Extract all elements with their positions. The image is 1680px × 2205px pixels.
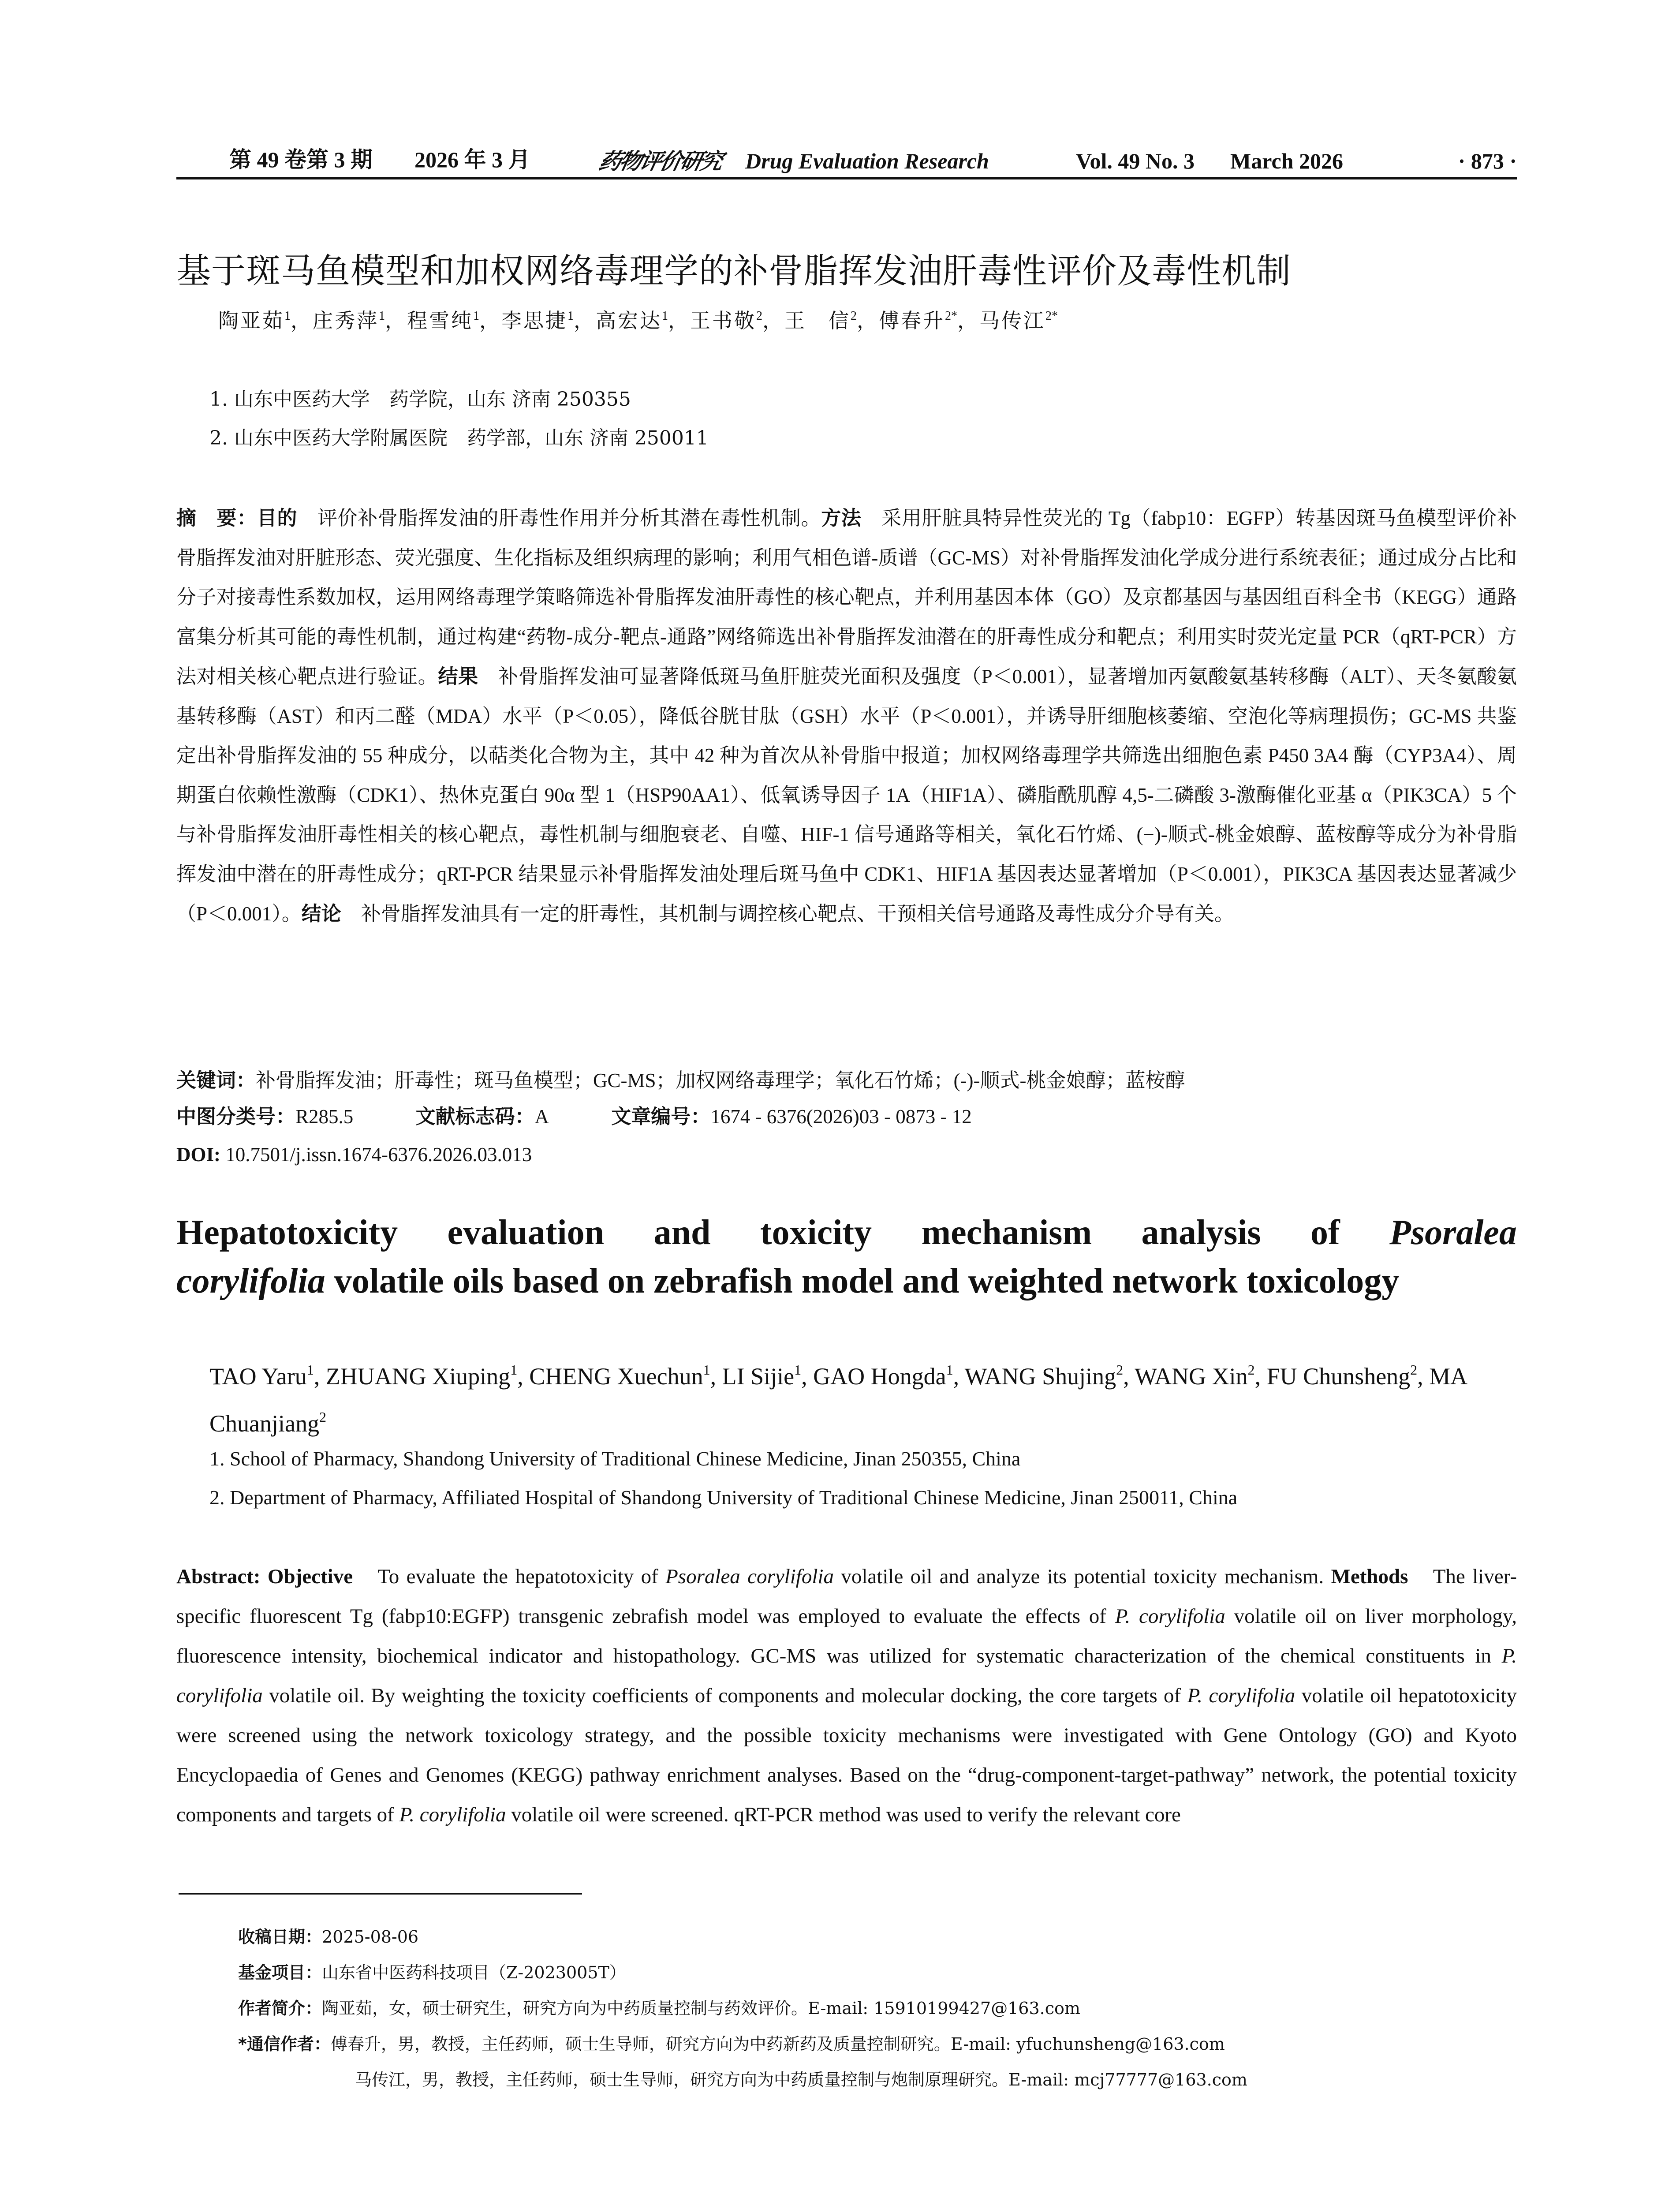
title-en-word: mechanism	[921, 1213, 1092, 1252]
affiliation-cn-1: 1. 山东中医药大学 药学院，山东 济南 250355	[209, 388, 631, 411]
affiliation-marker: 1	[284, 309, 291, 323]
title-en-rest: volatile oils based on zebrafish model and weighted network toxicology	[325, 1262, 1400, 1301]
affiliation-marker: 2	[851, 309, 857, 323]
author-name: FU Chunsheng	[1266, 1363, 1411, 1390]
journal-logo-calligraphy: 药物评价研究	[596, 148, 724, 174]
methods-text-en-cont: volatile oil were screened. qRT-PCR method was used to verify the relevant core	[506, 1803, 1181, 1826]
doi-label: DOI:	[176, 1144, 220, 1166]
author-name: 高宏达	[596, 310, 662, 332]
corresponding-label: *通信作者：	[238, 2034, 331, 2054]
author-name: ZHUANG Xiuping	[325, 1363, 511, 1390]
affiliation-marker: 1	[946, 1362, 953, 1378]
methods-text-cn: 采用肝脏具特异性荧光的 Tg（fabp10：EGFP）转基因斑马鱼模型评价补骨脂挥发油对肝脏形态、荧光强度、生化指标及组织病理的影响；利用气相色谱-质谱（GC-MS）对补骨脂挥发油化学成分进行系统表征；通过成分占比和分子对接毒性系数加权，运用网络毒理学策略筛选补骨脂挥发油肝毒性的核心靶点，并利用基因本体（GO）及京都基因与基因组百科全书（KEGG）通路富集分析其可能的毒性机制，通过构建“药物-成分-靶点-通路”网络筛选出补骨脂挥发油潜在的肝毒性成分和靶点；利用实时荧光定量 PCR（qRT-PCR）方法对相关核心靶点进行验证。	[176, 507, 1517, 688]
title-en-line-1	[176, 1208, 1517, 1257]
doi-line	[176, 1137, 1517, 1172]
title-cn: 基于斑马鱼模型和加权网络毒理学的补骨脂挥发油肝毒性评价及毒性机制	[176, 251, 1292, 291]
species-name: P. corylifolia	[176, 1644, 1517, 1707]
title-en-word: toxicity	[760, 1213, 872, 1252]
volume-issue-cn: 第 49 卷第 3 期	[229, 147, 373, 172]
footnotes	[238, 1919, 1247, 2098]
affiliation-marker: 1	[306, 1362, 314, 1378]
author-name: GAO Hongda	[813, 1363, 946, 1390]
author-name: CHENG Xuechun	[529, 1363, 703, 1390]
author-separator: ,	[710, 1363, 722, 1390]
classification-line	[176, 1099, 1517, 1134]
corresponding-author-1	[238, 2026, 1247, 2062]
title-en-word: of	[1310, 1213, 1340, 1252]
affiliation-marker: 1	[510, 1362, 518, 1378]
affiliation-marker: 2	[319, 1409, 326, 1425]
article-no-label: 文章编号：	[611, 1105, 711, 1128]
authors-en	[209, 1349, 1517, 1444]
title-en-word: and	[653, 1213, 711, 1252]
affiliation-marker: 2*	[1045, 309, 1058, 323]
author-separator: ，	[957, 310, 979, 332]
species-name: Psoralea corylifolia	[665, 1565, 834, 1588]
header-rule	[176, 177, 1517, 179]
objective-text-cn: 评价补骨脂挥发油的肝毒性作用并分析其潜在毒性机制。	[297, 507, 821, 529]
clc-label: 中图分类号：	[176, 1105, 296, 1128]
doc-code-value: A	[534, 1106, 549, 1128]
author-separator: ,	[517, 1363, 530, 1390]
author-name: 马传江	[979, 310, 1045, 332]
objective-label-cn: 目的	[257, 506, 298, 530]
title-en-species-1: Psoralea	[1389, 1213, 1517, 1252]
date-en: March 2026	[1230, 149, 1343, 173]
abstract-en	[176, 1557, 1517, 1835]
methods-text-en-cont: volatile oil on liver morphology, fluorescence intensity, biochemical indicator and histopathology. GC-MS was utilized for systematic characterization of the chemical constituents in	[176, 1605, 1517, 1667]
volume-issue-en: Vol. 49 No. 3	[1076, 149, 1195, 173]
author-name: 傅春升	[879, 310, 945, 332]
fund-value: 山东省中医药科技项目（Z-2023005T）	[322, 1963, 626, 1982]
conclusion-label-cn: 结论	[301, 902, 341, 925]
affiliation-marker: 2	[1410, 1362, 1418, 1378]
author-separator: ，	[762, 310, 784, 332]
title-en-word: evaluation	[447, 1213, 605, 1252]
species-name: P. corylifolia	[399, 1803, 506, 1826]
methods-text-en-cont: volatile oil hepatotoxicity were screened using the network toxicology strategy, and the possible toxicity mechanisms were investigated with Gene Ontology (GO) and Kyoto Encyclopaedia of Genes and Genomes (KEGG) pathway enrichment analyses. Based on the “drug-component-target-pathway” network, the potential toxicity components and targets of	[176, 1684, 1517, 1826]
author-separator: ，	[857, 310, 879, 332]
keywords-label: 关键词：	[176, 1069, 256, 1092]
methods-label-cn: 方法	[821, 506, 862, 530]
fund-info	[238, 1955, 1247, 1991]
affiliation-marker: 1	[567, 309, 574, 323]
affiliation-marker: 2*	[945, 309, 957, 323]
author-separator: ，	[479, 310, 501, 332]
abstract-label-cn: 摘 要：	[176, 506, 257, 530]
article-no-value: 1674 - 6376(2026)03 - 0873 - 12	[710, 1106, 972, 1128]
author-bio	[238, 1991, 1247, 2026]
author-name: 庄秀萍	[313, 310, 379, 332]
author-name: 李思捷	[501, 310, 567, 332]
methods-label-en: Methods	[1331, 1565, 1408, 1588]
affiliation-marker: 2	[1247, 1362, 1255, 1378]
clc-value: R285.5	[295, 1106, 354, 1128]
affiliation-marker: 2	[756, 309, 762, 323]
objective-text-en: To evaluate the hepatotoxicity of	[353, 1565, 666, 1588]
affiliation-cn-2: 2. 山东中医药大学附属医院 药学部，山东 济南 250011	[209, 427, 709, 449]
author-name: WANG Shujing	[964, 1363, 1116, 1390]
affiliation-marker: 1	[794, 1362, 802, 1378]
bio-value: 陶亚茹，女，硕士研究生，研究方向为中药质量控制与药效评价。E-mail: 15910199427@163.com	[322, 1999, 1080, 2018]
affiliation-marker: 1	[473, 309, 479, 323]
author-name: LI Sijie	[722, 1363, 795, 1390]
author-name: WANG Xin	[1135, 1363, 1248, 1390]
methods-text-en-cont: volatile oil. By weighting the toxicity coefficients of components and molecular docking, the core targets of	[262, 1684, 1187, 1707]
author-name: TAO Yaru	[209, 1363, 307, 1390]
title-en-species-2: corylifolia	[176, 1262, 325, 1301]
footnote-rule	[179, 1893, 582, 1895]
author-name: MA Chuanjiang	[209, 1363, 1467, 1437]
affiliation-marker: 2	[1116, 1362, 1124, 1378]
title-en-word: analysis	[1141, 1213, 1261, 1252]
title-en	[176, 1208, 1517, 1305]
author-name: 陶亚茹	[218, 310, 284, 332]
keywords-text: 补骨脂挥发油；肝毒性；斑马鱼模型；GC-MS；加权网络毒理学；氧化石竹烯；(-)-顺式-桃金娘醇；蓝桉醇	[256, 1069, 1185, 1091]
doc-code-label: 文献标志码：	[415, 1105, 535, 1128]
authors-cn	[218, 296, 1058, 341]
results-label-cn: 结果	[438, 665, 478, 688]
affiliation-marker: 1	[379, 309, 385, 323]
author-separator: ,	[314, 1363, 326, 1390]
author-name: 王书敬	[690, 310, 756, 332]
conclusion-text-cn: 补骨脂挥发油具有一定的肝毒性，其机制与调控核心靶点、干预相关信号通路及毒性成分介导有关。	[341, 903, 1234, 925]
fund-label: 基金项目：	[238, 1963, 322, 1982]
page-number: · 873 ·	[1458, 149, 1517, 173]
author-name: 王 信	[784, 310, 851, 332]
author-separator: ，	[668, 310, 690, 332]
objective-text-en-cont: volatile oil and analyze its potential toxicity mechanism.	[833, 1565, 1331, 1588]
corresponding-value-1: 傅春升，男，教授，主任药师，硕士生导师，研究方向为中药新药及质量控制研究。E-mail: yfuchunsheng@163.com	[330, 2034, 1225, 2054]
received-label: 收稿日期：	[238, 1927, 322, 1947]
affiliation-en-2: 2. Department of Pharmacy, Affiliated Hospital of Shandong University of Traditional Chinese Medicine, Jinan 250011, China	[209, 1486, 1238, 1509]
journal-name-en: Drug Evaluation Research	[745, 149, 989, 173]
author-separator: ,	[801, 1363, 814, 1390]
keywords-cn	[176, 1063, 1517, 1098]
affiliation-marker: 1	[703, 1362, 710, 1378]
date-cn: 2026 年 3 月	[414, 147, 530, 172]
received-date	[238, 1919, 1247, 1955]
doi-link[interactable]: 10.7501/j.issn.1674-6376.2026.03.013	[220, 1144, 532, 1166]
author-separator: ,	[1254, 1363, 1267, 1390]
affiliation-marker: 1	[662, 309, 668, 323]
title-en-word: Hepatotoxicity	[176, 1213, 398, 1252]
results-text-cn: 补骨脂挥发油可显著降低斑马鱼肝脏荧光面积及强度（P＜0.001），显著增加丙氨酸氨基转移酶（ALT）、天冬氨酸氨基转移酶（AST）和丙二醛（MDA）水平（P＜0.05），降低谷胱甘肽（GSH）水平（P＜0.001），并诱导肝细胞核萎缩、空泡化等病理损伤；GC-MS 共鉴定出补骨脂挥发油的 55 种成分，以萜类化合物为主，其中 42 种为首次从补骨脂中报道；加权网络毒理学共筛选出细胞色素 P450 3A4 酶（CYP3A4）、周期蛋白依赖性激酶（CDK1）、热休克蛋白 90α 型 1（HSP90AA1）、低氧诱导因子 1A（HIF1A）、磷脂酰肌醇 4,5-二磷酸 3-激酶催化亚基 α（PIK3CA）5 个与补骨脂挥发油肝毒性相关的核心靶点，毒性机制与细胞衰老、自噬、HIF-1 信号通路等相关，氧化石竹烯、(−)-顺式-桃金娘醇、蓝桉醇等成分为补骨脂挥发油中潜在的肝毒性成分；qRT-PCR 结果显示补骨脂挥发油处理后斑马鱼中 CDK1、HIF1A 基因表达显著增加（P＜0.001），PIK3CA 基因表达显著减少（P＜0.001）。	[176, 665, 1517, 925]
author-separator: ,	[953, 1363, 965, 1390]
author-separator: ,	[1417, 1363, 1430, 1390]
affiliation-en-1: 1. School of Pharmacy, Shandong University of Traditional Chinese Medicine, Jinan 250355, China	[209, 1447, 1021, 1470]
author-separator: ，	[574, 310, 596, 332]
title-en-line-2	[176, 1257, 1517, 1305]
species-name: P. corylifolia	[1187, 1684, 1295, 1707]
bio-label: 作者简介：	[238, 1999, 322, 2018]
abstract-objective-label-en: Abstract: Objective	[176, 1565, 353, 1588]
species-name: P. corylifolia	[1115, 1605, 1225, 1628]
author-separator: ，	[385, 310, 407, 332]
methods-text-en: The liver-specific fluorescent Tg (fabp10:EGFP) transgenic zebrafish model was employed to evaluate the effects of	[176, 1565, 1517, 1628]
corresponding-author-2	[238, 2062, 1247, 2098]
author-separator: ，	[291, 310, 313, 332]
author-name: 程雪纯	[407, 310, 473, 332]
author-separator: ,	[1123, 1363, 1135, 1390]
corresponding-value-2: 马传江，男，教授，主任药师，硕士生导师，研究方向为中药质量控制与炮制原理研究。E-mail: mcj77777@163.com	[355, 2070, 1247, 2089]
received-value: 2025-08-06	[322, 1927, 419, 1947]
running-header	[176, 142, 1517, 177]
abstract-cn	[176, 498, 1517, 934]
